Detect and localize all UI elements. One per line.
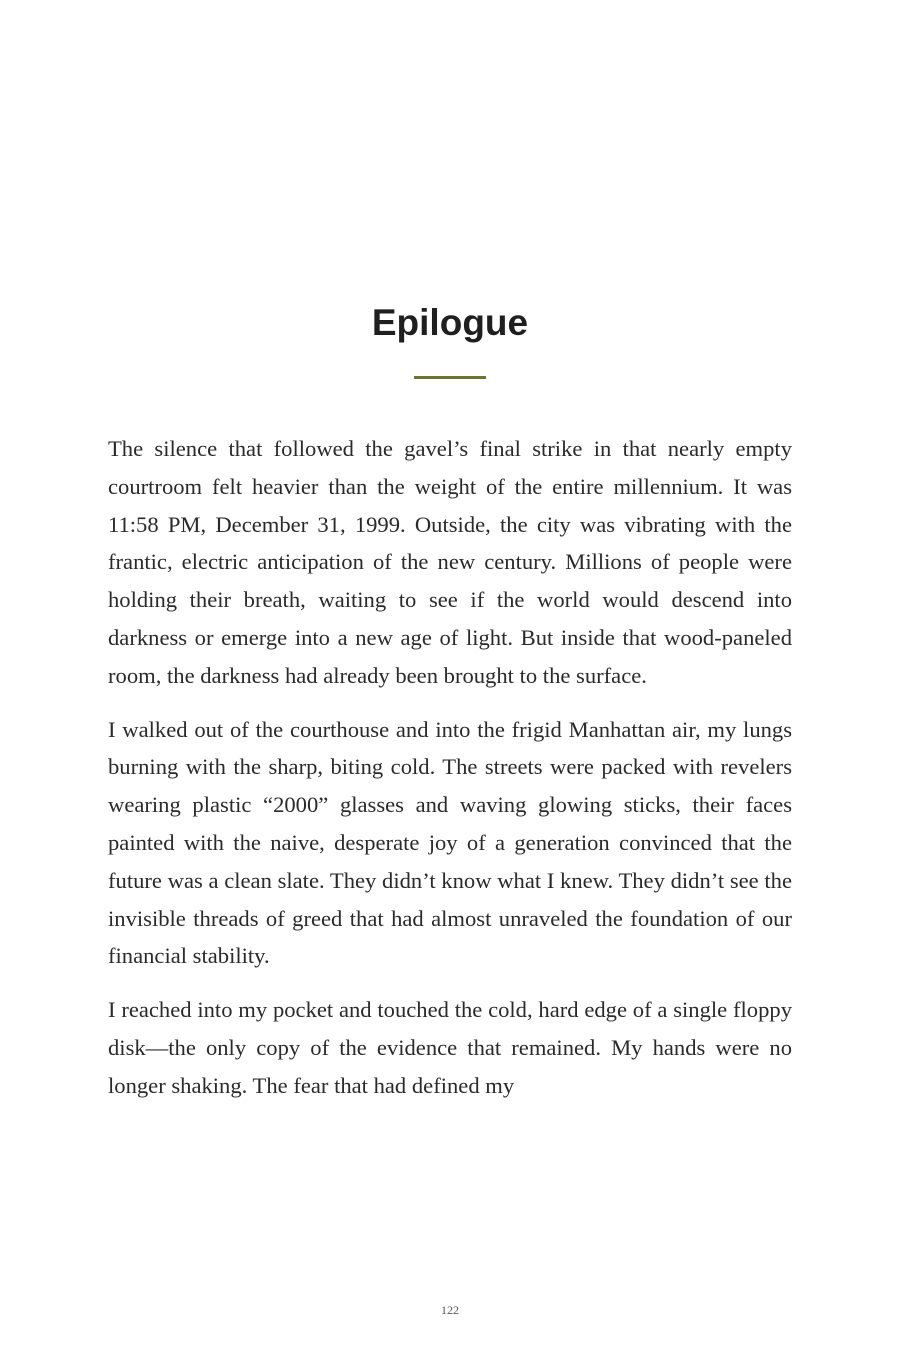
paragraph: I walked out of the courthouse and into the frigid Manhattan air, my lungs burning with the sharp, biting cold. The streets were packed with revelers wearing plastic “2000” glasses and waving glowing sticks, their faces painted with the naive, desperate joy of a generation convinced that the future was a clean slate. They didn’t know what I knew. They didn’t see the invisible threads of greed that had almost unraveled the foundation of our financial stability. <box>108 716 792 969</box>
paragraph: I reached into my pocket and touched the cold, hard edge of a single floppy disk—the only copy of the evidence that remained. My hands were no longer shaking. The fear that had defined my <box>108 997 792 1098</box>
title-divider <box>414 376 486 379</box>
paragraph: The silence that followed the gavel’s final strike in that nearly empty courtroom felt heavier than the weight of the entire millennium. It was 11:58 PM, December 31, 1999. Outside, the city was vibrating with the frantic, electric anticipation of the new century. Millions of people were holding their breath, waiting to see if the world would descend into darkness or emerge into a new age of light. But inside that wood-paneled room, the darkness had already been brought to the surface. <box>108 436 792 688</box>
chapter-body <box>108 430 792 1121</box>
chapter-title: Epilogue <box>371 302 529 343</box>
page-number: 122 <box>441 1303 459 1317</box>
